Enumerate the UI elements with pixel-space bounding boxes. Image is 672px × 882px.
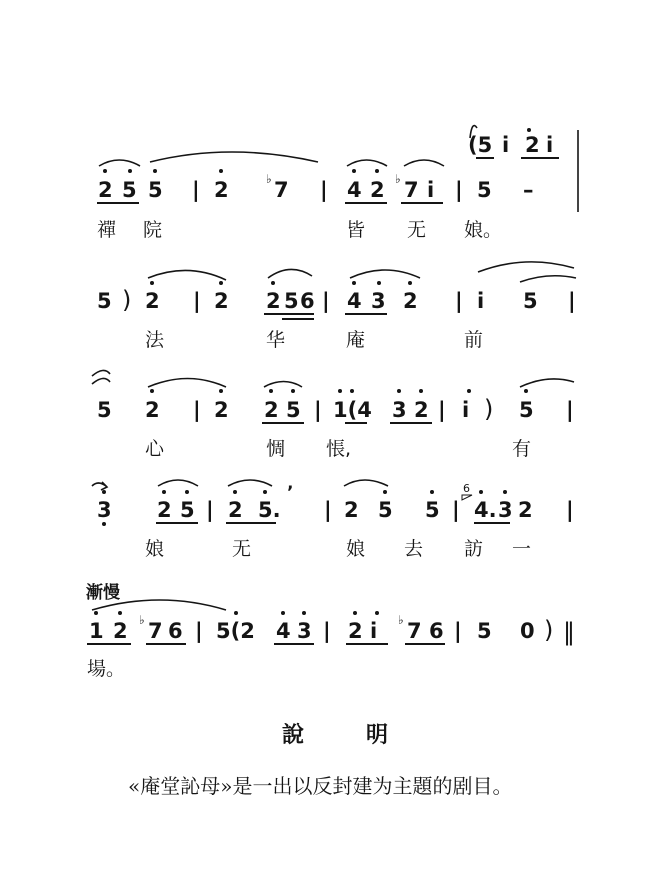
note: 2 (214, 178, 229, 202)
note: 6 (300, 289, 315, 313)
tempo-marking: 漸慢 (86, 583, 120, 603)
note: i (370, 619, 378, 643)
note: 2 (145, 289, 160, 313)
note: 3 (97, 498, 112, 522)
note: 2 (525, 133, 540, 157)
note: 3 (498, 498, 513, 522)
lyric: 有 (512, 438, 532, 460)
note: 2 (157, 498, 172, 522)
lyric: 前 (464, 329, 484, 351)
flat-sign: ♭ (139, 613, 145, 627)
score-line-1 (97, 169, 534, 204)
lyric: 庵 (346, 329, 366, 351)
note: 2 (344, 498, 359, 522)
barline: | (206, 498, 214, 522)
note: 2 (414, 398, 429, 422)
note: 4 (276, 619, 291, 643)
lyrics-line-1 (97, 219, 502, 241)
note: 3 (371, 289, 386, 313)
breath-mark: ’ (287, 483, 294, 503)
barline: | (322, 289, 330, 313)
note: 1(4 (333, 398, 372, 422)
note: 5 (523, 289, 538, 313)
barline: | (195, 619, 203, 643)
note: 7 (407, 619, 422, 643)
barline: | (566, 498, 574, 522)
barline: | (455, 289, 463, 313)
paren-close: ) (544, 616, 554, 644)
note: i (477, 289, 485, 313)
lyric: 院 (143, 219, 163, 241)
line-2-slurs (148, 262, 576, 282)
note: 2 (266, 289, 281, 313)
flat-sign: ♭ (266, 172, 272, 186)
barline: | (320, 178, 328, 202)
note: 2 (214, 289, 229, 313)
note: 4 (347, 178, 362, 202)
lyric: 法 (145, 329, 165, 351)
grace-note: 6 (463, 482, 470, 495)
score-line-5 (87, 611, 575, 646)
paren-close: ) (122, 286, 132, 314)
note: (5 (468, 133, 493, 157)
line-3-pickup-mark (92, 370, 110, 384)
note: 5. (258, 498, 281, 522)
barline: | (323, 619, 331, 643)
note: 5 (97, 398, 112, 422)
note: 6 (429, 619, 444, 643)
lyric: 訪 (464, 538, 484, 560)
note: 5 (148, 178, 163, 202)
note: 4. (474, 498, 497, 522)
note: 7 (274, 178, 289, 202)
note: 0 (520, 619, 535, 643)
note: 5 (477, 178, 492, 202)
lyric: 去 (404, 538, 424, 560)
note: 5(2 (216, 619, 255, 643)
lyric: 无 (407, 219, 427, 241)
line-4-grace-arrow (92, 482, 107, 490)
intro-phrase (468, 128, 559, 159)
barline: | (193, 398, 201, 422)
note: 2 (264, 398, 279, 422)
barline: | (566, 398, 574, 422)
note: 7 (148, 619, 163, 643)
barline: | (192, 178, 200, 202)
note: 2 (370, 178, 385, 202)
note: 5 (97, 289, 112, 313)
note: 2 (145, 398, 160, 422)
lyric: 心 (145, 438, 165, 460)
barline: | (568, 289, 576, 313)
note: 5 (284, 289, 299, 313)
lyrics-line-4 (145, 538, 531, 560)
note: 5 (378, 498, 393, 522)
score-line-3 (97, 389, 574, 424)
note: – (523, 178, 534, 202)
lyric: 娘 (145, 538, 165, 560)
lyric: 华 (266, 329, 286, 351)
note: 5 (122, 178, 137, 202)
note: i (462, 398, 470, 422)
note: 3 (297, 619, 312, 643)
note: 5 (180, 498, 195, 522)
lyrics-line-3 (145, 438, 531, 460)
paren-close: ) (484, 395, 494, 423)
note: i (546, 133, 554, 157)
barline: | (193, 289, 201, 313)
note: 5 (286, 398, 301, 422)
lyric: 娘 (346, 538, 366, 560)
note: 7 (404, 178, 419, 202)
barline: | (438, 398, 446, 422)
note: 2 (113, 619, 128, 643)
line-4-slurs (158, 480, 388, 486)
lyric: 惆 (266, 438, 286, 460)
lyric: 无 (232, 538, 252, 560)
score-line-2 (97, 281, 576, 320)
flat-sign: ♭ (395, 172, 401, 186)
lyric: 皆 (346, 219, 366, 241)
barline: | (324, 498, 332, 522)
lyric: 一 (512, 538, 532, 560)
note: 2 (348, 619, 363, 643)
note: i (427, 178, 435, 202)
note: 1 (89, 619, 104, 643)
lyric: 悵, (326, 438, 352, 460)
note: 2 (214, 398, 229, 422)
final-barline: ‖ (563, 618, 575, 646)
lyrics-line-5 (87, 658, 125, 680)
note: i (502, 133, 510, 157)
barline: | (314, 398, 322, 422)
barline: | (454, 619, 462, 643)
barline: | (452, 498, 460, 522)
score-line-4 (97, 482, 574, 526)
note: 2 (518, 498, 533, 522)
line-3-slurs (148, 379, 574, 388)
section-heading (0, 718, 672, 749)
note: 2 (403, 289, 418, 313)
note: 3 (392, 398, 407, 422)
barline: | (455, 178, 463, 202)
note: 6 (168, 619, 183, 643)
heading-char: 說 (281, 722, 306, 748)
lyric: 場。 (87, 658, 126, 680)
lyric: 禪 (97, 219, 117, 241)
note: 2 (228, 498, 243, 522)
lyrics-line-2 (145, 329, 483, 351)
note: 4 (347, 289, 362, 313)
note: 5 (477, 619, 492, 643)
note: 5 (425, 498, 440, 522)
flat-sign: ♭ (398, 613, 404, 627)
heading-char: 明 (366, 722, 391, 748)
lyric: 娘。 (464, 219, 503, 241)
description-text: «庵堂訫母»是一出以反封建为主題的剧目。 (128, 774, 513, 798)
note: 5 (519, 398, 534, 422)
note: 2 (98, 178, 113, 202)
